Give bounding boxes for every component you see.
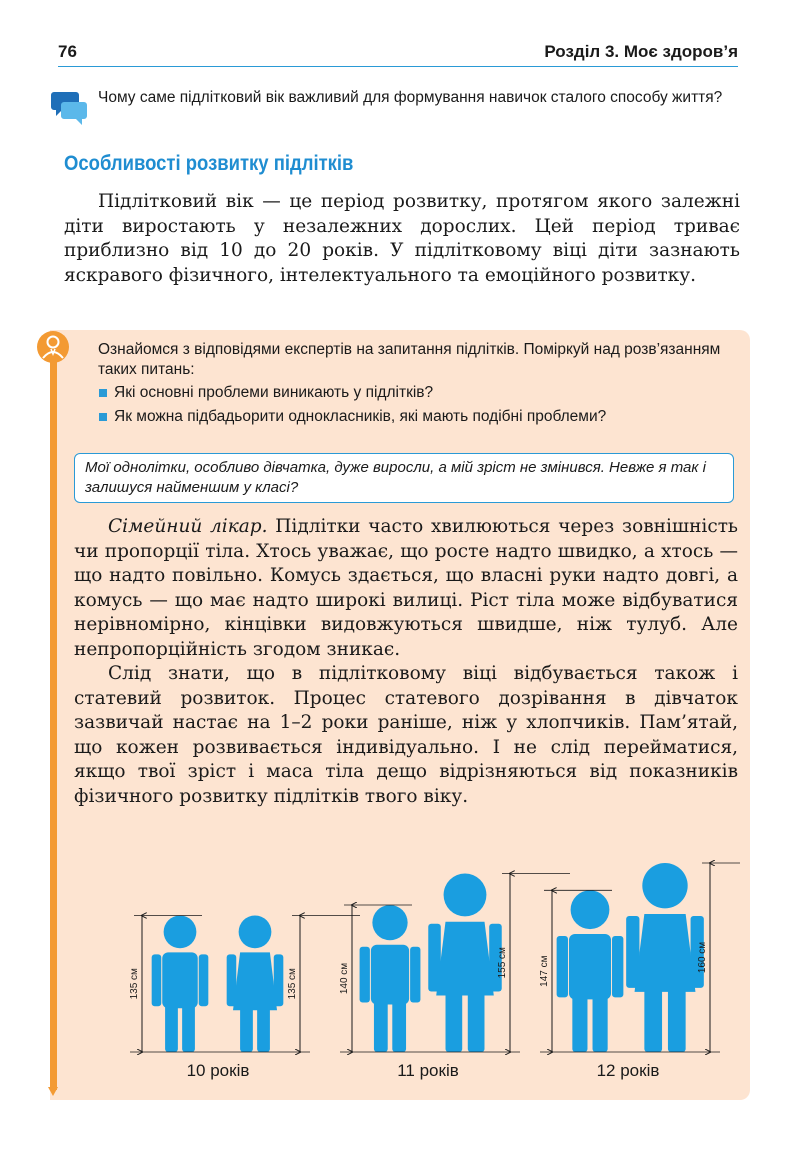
height-figure bbox=[100, 820, 740, 1090]
girl-figure-1 bbox=[428, 874, 501, 1053]
boy-height-0-label: 135 см bbox=[129, 968, 140, 1000]
chapter-title: Розділ 3. Моє здоров’я bbox=[544, 42, 738, 61]
boy-height-2-label: 147 см bbox=[539, 955, 550, 987]
answer-paragraph-2: Слід знати, що в підлітковому віці відбувається також і статевий розвиток. Процес статевого дозрівання в дівчаток зазвичай настає на 1–2 роки раніше, ніж у хлопчиків. Пам’ятай, що кожен розвивається індивідуально. І не слід перейматися, якщо твої зріст і маса тіла дещо відрізняються від показників фізичного розвитку підлітків твого віку. bbox=[74, 663, 738, 807]
expert-icon bbox=[36, 330, 70, 364]
girl-figure-0 bbox=[227, 916, 284, 1053]
age-label-1: 11 років bbox=[397, 1061, 459, 1080]
boy-figure-1 bbox=[360, 905, 421, 1052]
boy-figure-2 bbox=[557, 890, 624, 1052]
intro-paragraph: Підлітковий вік — це період розвитку, протягом якого залежні діти виростають у незалежних дорослих. Цей період триває приблизно від 10 до 20 років. У підлітковому віці діти зазнають яскравого фізичного, інтелектуального та емоційного розвитку. bbox=[64, 191, 740, 286]
task-bullets bbox=[98, 381, 738, 429]
panel-arrow-icon bbox=[48, 1087, 58, 1096]
panel-side-bar bbox=[50, 334, 57, 1090]
expert-answer bbox=[74, 515, 738, 809]
teen-question-box: Мої однолітки, особливо дівчатка, дуже виросли, а мій зріст не змінився. Невже я так і залишуся найменшим у класі? bbox=[74, 453, 734, 503]
boy-height-1-label: 140 см bbox=[339, 962, 350, 995]
task-text: Ознайомся з відповідями експертів на запитання підлітків. Поміркуй над розв’язанням таких питань: bbox=[98, 341, 721, 378]
speaker-label: Сімейний лікар. bbox=[108, 516, 268, 537]
answer-paragraph-1: Сімейний лікар. Підлітки часто хвилюються через зовнішність чи пропорції тіла. Хтось уважає, що росте надто швидко, а хтось — що надто повільно. Комусь здається, що власні руки надто довгі, а комусь — що має надто широкі вилиці. Ріст тіла може відбуватися нерівномірно, кінцівки видовжуються швидше, ніж тулуб. Але непропорційність згодом зникає. bbox=[74, 516, 738, 660]
section-title: Особливості розвитку підлітків bbox=[64, 152, 354, 175]
girl-height-0-label: 135 см bbox=[287, 968, 298, 1000]
page-header bbox=[58, 40, 738, 67]
age-label-0: 10 років bbox=[186, 1061, 250, 1080]
boy-figure-0 bbox=[152, 916, 209, 1053]
task-bullet: Як можна підбадьорити однокласників, які мають подібні проблеми? bbox=[98, 405, 738, 429]
girl-figure-2 bbox=[626, 863, 704, 1052]
age-label-2: 12 років bbox=[596, 1061, 660, 1080]
task-bullet: Які основні проблеми виникають у підлітків? bbox=[98, 381, 738, 405]
question-bubble-icon bbox=[50, 88, 90, 128]
girl-height-2-label: 160 см bbox=[697, 941, 708, 974]
discussion-question: Чому саме підлітковий вік важливий для формування навичок сталого способу життя? bbox=[98, 89, 723, 106]
girl-height-1-label: 155 см bbox=[497, 947, 508, 979]
page-number: 76 bbox=[58, 42, 77, 61]
